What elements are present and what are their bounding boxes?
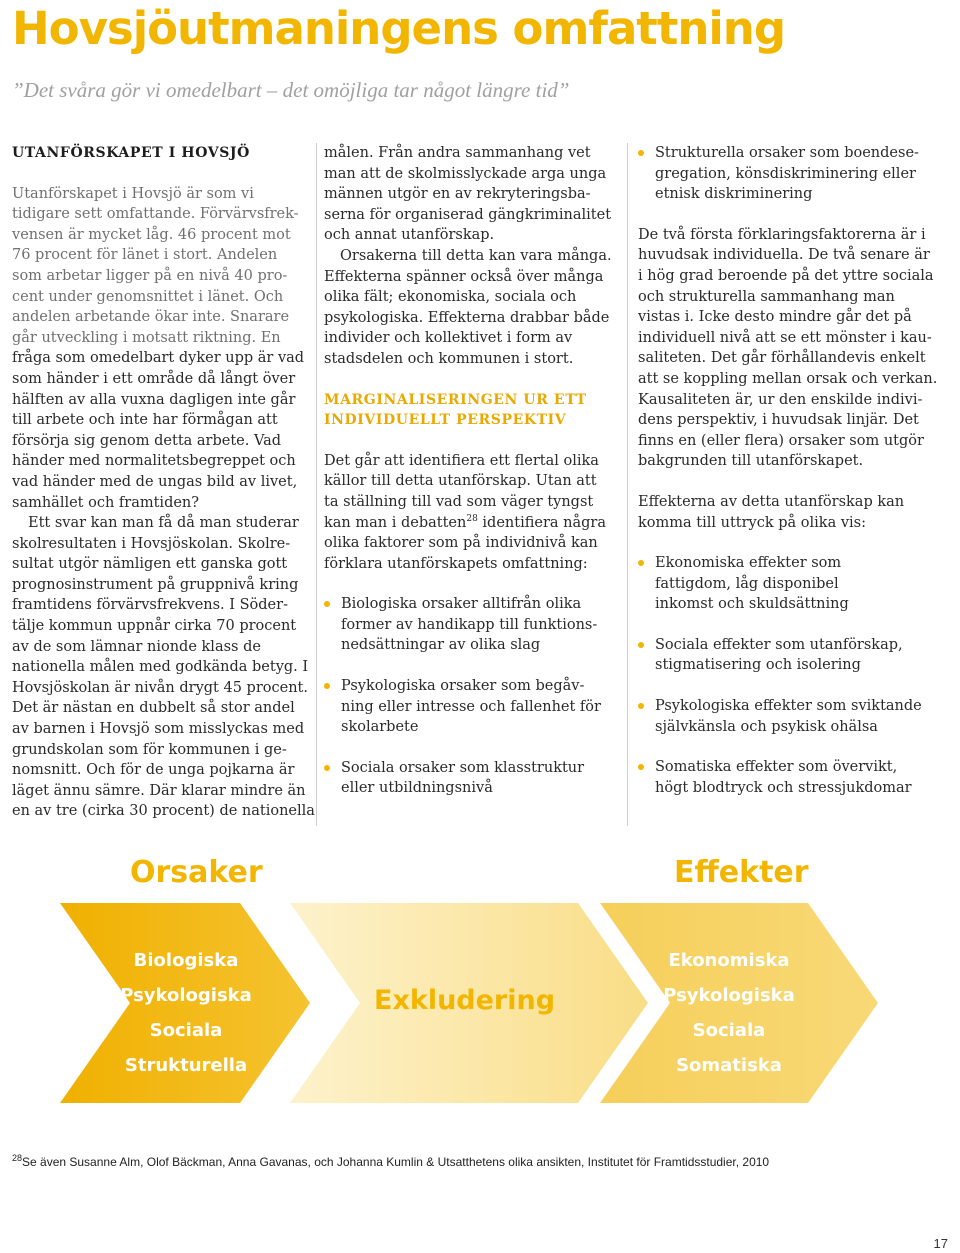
text-line: hälften av alla vuxna dagligen inte går [12, 391, 296, 408]
text-line: till arbete och inte har förmågan att [12, 412, 278, 429]
text-line: individer och kollektivet i form av [324, 330, 573, 347]
text-line: Effekterna av detta utanförskap kan [638, 493, 905, 510]
text-line: Sociala orsaker som klasstruktur [341, 759, 585, 776]
text-line: fattigdom, låg disponibel [655, 575, 839, 592]
heading-line: MARGINALISERINGEN UR ETT [324, 391, 587, 408]
text-line: och annat utanförskap. [324, 227, 495, 244]
text-line: former av handikapp till funktions- [341, 616, 598, 633]
footnote-text: Se även Susanne Alm, Olof Bäckman, Anna Gavanas, och Johanna Kumlin & Utsatthetens olika ansikten, Institutet för Framtidsstudier, 2010 [22, 1155, 770, 1169]
text-line: olika faktorer som på individnivå kan [324, 535, 598, 552]
text-line: komma till uttryck på olika vis: [638, 514, 866, 531]
page-number: 17 [933, 1236, 948, 1251]
text-line: cent under genomsnittet i länet. Och [12, 288, 284, 305]
text-line: högt blodtryck och stressjukdomar [655, 779, 912, 796]
effect-item: Somatiska [676, 1055, 782, 1076]
text-line: framtidens förvärvsfrekvens. I Söder- [12, 597, 288, 614]
text-line: nedsättningar av olika slag [341, 637, 541, 654]
text-line: vistas i. Icke desto mindre går det på [638, 309, 912, 326]
text-line: en av tre (cirka 30 procent) de nationella [12, 803, 315, 820]
text-line: som händer i ett område då långt över [12, 370, 296, 387]
text-line: serna för organiserad gängkriminalitet [324, 206, 612, 223]
text-line: vensen är mycket låg. 46 procent mot [12, 226, 291, 243]
text-line: självkänsla och psykisk ohälsa [655, 718, 878, 735]
text-line: nomsnitt. Och för de unga pojkarna är [12, 762, 295, 779]
text-line: målen. Från andra sammanhang vet [324, 145, 591, 161]
text-line: händer med normalitetsbegreppet och [12, 453, 296, 470]
text-line: Utanförskapet i Hovsjö är som vi [12, 185, 254, 202]
text-line: stadsdelen och kommunen i stort. [324, 350, 574, 367]
text-line: Kausaliteten är, ur den enskilde indivi- [638, 391, 923, 408]
effect-item: Ekonomiska [668, 950, 790, 971]
text-line: fråga som omedelbart dyker upp är vad [12, 350, 305, 367]
text-line: Orsakerna till detta kan vara många. [340, 247, 612, 264]
effect-item: Sociala [692, 1020, 766, 1041]
text-line: stigmatisering och isolering [655, 657, 861, 674]
text-line: männen utgör en av rekryteringsba- [324, 186, 591, 203]
text-fragment: kan man i debatten [324, 514, 467, 531]
footnote-ref[interactable]: 28 [466, 513, 478, 524]
text-line: som arbetar ligger på en nivå 40 pro- [12, 267, 288, 284]
text-line: inkomst och skuldsättning [655, 596, 849, 613]
text-line: Sociala effekter som utanförskap, [655, 636, 903, 653]
text-line: Biologiska orsaker alltifrån olika [341, 596, 582, 613]
text-line: av de som lämnar nionde klass de [12, 638, 261, 655]
text-line: vad händer med de ungas bild av livet, [12, 473, 298, 490]
text-line: olika fält; ekonomiska, sociala och [324, 289, 577, 306]
page-quote: ”Det svåra gör vi omedelbart – det omöjliga tar något längre tid” [12, 78, 570, 102]
text-line: och strukturella sammanhang man [638, 288, 895, 305]
text-line: samhället och framtiden? [12, 494, 200, 511]
cause-item: Sociala [149, 1020, 223, 1041]
causes-list [116, 943, 256, 1083]
text-line: skolresultaten i Hovsjöskolan. Skolre- [12, 535, 291, 552]
text-line: förklara utanförskapets omfattning: [324, 555, 588, 572]
text-line: försörja sig genom detta arbete. Vad [12, 432, 282, 449]
text-line: andelen arbetande ökar inte. Snarare [12, 309, 290, 326]
text-line: går utveckling i motsatt riktning. En [12, 329, 281, 346]
text-line: av barnen i Hovsjö som misslyckas med [12, 721, 305, 738]
text-line: läget ännu sämre. Där klarar mindre än [12, 782, 306, 799]
text-line: etnisk diskriminering [655, 186, 813, 203]
effects-list [655, 943, 803, 1083]
text-line: De två första förklaringsfaktorerna är i [638, 226, 926, 243]
text-line: tidigare sett omfattande. Förvärvsfrek- [12, 206, 299, 223]
text-line: Psykologiska orsaker som begåv- [341, 678, 585, 695]
text-line: individuell nivå att se ett mönster i kau- [638, 329, 932, 346]
text-line: man att de skolmisslyckade arga unga [324, 165, 607, 182]
cause-item: Strukturella [124, 1055, 248, 1076]
text-line: sultat utgör nämligen ett ganska gott [12, 556, 288, 573]
text-line: prognosinstrument på gruppnivå kring [12, 576, 299, 593]
text-line: gregation, könsdiskriminering eller [655, 165, 916, 182]
text-line: Hovsjöskolan är nivån drygt 45 procent. [12, 679, 308, 696]
cause-item: Biologiska [133, 950, 239, 971]
text-line: Psykologiska effekter som sviktande [655, 698, 922, 715]
text-line: Somatiska effekter som övervikt, [655, 759, 898, 776]
text-line: huvudsak individuella. De två senare är [638, 247, 930, 264]
text-line: saliteten. Det går förhållandevis enkelt [638, 350, 926, 367]
footnote [12, 1155, 952, 1169]
text-line: Effekterna spänner också över många [324, 268, 604, 285]
text-line: källor till detta utanförskap. Utan att [324, 473, 597, 490]
text-line: Det går att identifiera ett flertal olika [324, 452, 599, 469]
diagram-label-effects: Effekter [674, 855, 809, 890]
text-line: nationella målen med godkända betyg. I [12, 659, 309, 676]
text-line: Strukturella orsaker som boendese- [655, 145, 919, 161]
text-line: Ekonomiska effekter som [655, 555, 842, 572]
section-heading: UTANFÖRSKAPET I HOVSJÖ [12, 145, 250, 161]
text-line: att se koppling mellan orsak och verkan. [638, 370, 938, 387]
center-label: Exkludering [374, 985, 556, 1016]
text-line: psykologiska. Effekterna drabbar både [324, 309, 610, 326]
cause-item: Psykologiska [120, 985, 252, 1006]
text-line: ning eller intresse och fallenhet för [341, 698, 601, 715]
text-line: eller utbildningsnivå [341, 780, 493, 797]
text-line: ta ställning till vad som väger tyngst [324, 493, 594, 510]
text-fragment: identifiera några [477, 514, 606, 531]
text-line: dens perspektiv, i huvudsak linjär. Det [638, 412, 919, 429]
text-line: Ett svar kan man få då man studerar [28, 515, 299, 532]
text-line: grundskolan som för kommunen i ge- [12, 741, 287, 758]
text-line: finns en (eller flera) orsaker som utgör [638, 432, 924, 449]
text-line: skolarbete [341, 719, 419, 736]
heading-line: INDIVIDUELLT PERSPEKTIV [324, 412, 567, 429]
text-line: Det är nästan en dubbelt så stor andel [12, 700, 295, 717]
text-line: i hög grad beroende på det yttre sociala [638, 267, 934, 284]
text-line: 76 procent för länet i stort. Andelen [12, 247, 278, 264]
text-line: tälje kommun uppnår cirka 70 procent [12, 618, 297, 635]
effect-item: Psykologiska [663, 985, 795, 1006]
diagram-label-causes: Orsaker [130, 855, 263, 890]
text-line: bakgrunden till utanförskapet. [638, 453, 864, 470]
page-title: Hovsjöutmaningens omfattning [12, 2, 786, 55]
footnote-number: 28 [12, 1153, 23, 1163]
